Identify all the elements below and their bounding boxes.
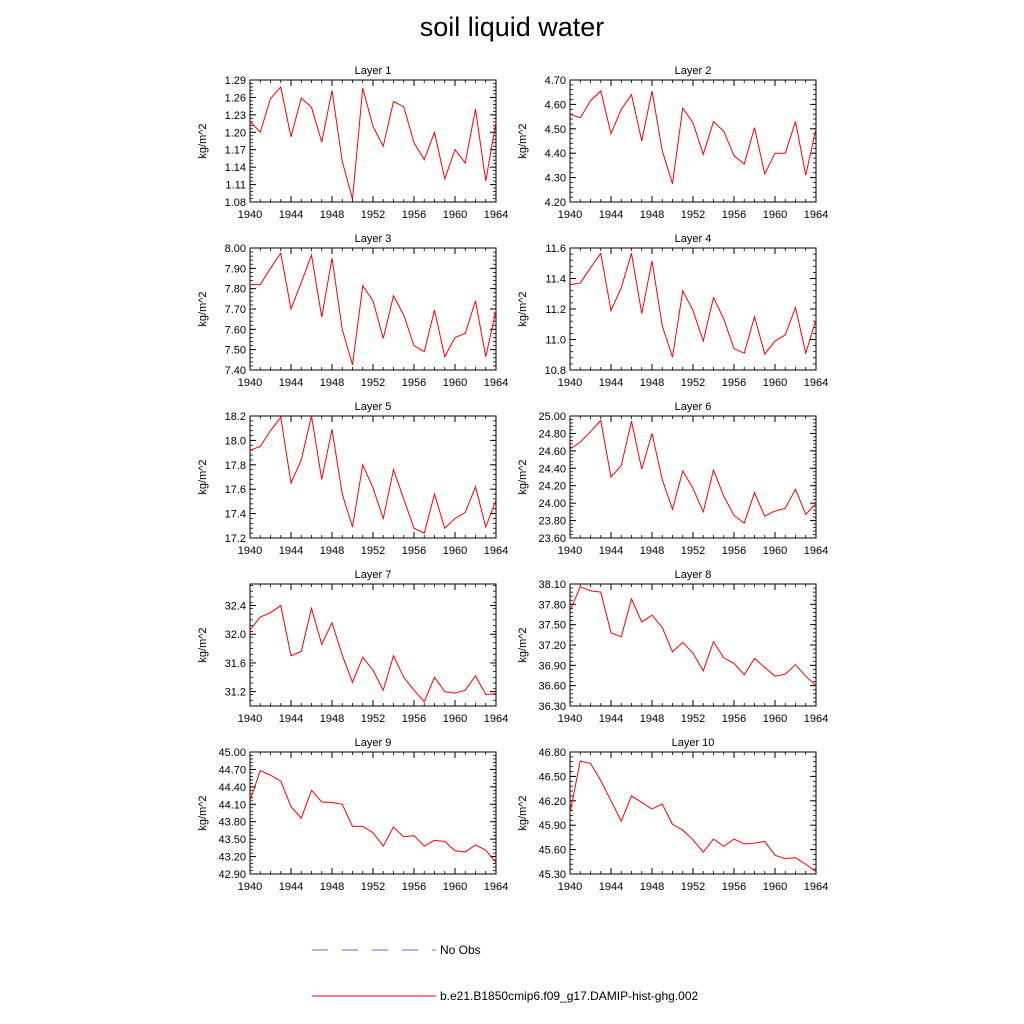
series-line — [570, 761, 816, 872]
y-tick-label: 1.23 — [224, 109, 246, 122]
x-tick-label: 1944 — [278, 881, 304, 893]
x-tick-label: 1960 — [442, 545, 468, 557]
y-tick-label: 4.70 — [544, 75, 566, 87]
x-tick-label: 1960 — [442, 713, 468, 725]
y-tick-label: 10.8 — [544, 365, 566, 377]
x-tick-label: 1944 — [278, 713, 304, 725]
plot-frame — [250, 752, 496, 874]
y-tick-label: 24.00 — [538, 498, 566, 511]
legend-label-model: b.e21.B1850cmip6.f09_g17.DAMIP-hist-ghg.002 — [440, 989, 699, 1003]
y-tick-label: 4.60 — [544, 99, 566, 112]
panel-title: Layer 10 — [671, 737, 715, 749]
x-tick-label: 1964 — [483, 545, 509, 557]
y-tick-label: 23.80 — [538, 515, 566, 528]
y-tick-label: 37.20 — [538, 640, 566, 652]
x-tick-label: 1948 — [639, 545, 665, 557]
x-tick-label: 1952 — [680, 545, 706, 557]
x-tick-label: 1964 — [483, 209, 509, 221]
y-tick-label: 17.2 — [224, 533, 246, 545]
series-line — [570, 420, 816, 523]
y-tick-label: 45.00 — [218, 747, 246, 759]
y-axis-label: kg/m^2 — [197, 795, 209, 831]
y-tick-label: 45.60 — [538, 844, 566, 857]
series-line — [250, 416, 496, 533]
y-tick-label: 23.60 — [538, 533, 566, 545]
panel-layer-10 — [517, 737, 828, 893]
x-tick-label: 1948 — [639, 209, 665, 221]
plot-frame — [250, 584, 496, 706]
y-tick-label: 44.70 — [218, 764, 246, 777]
x-tick-label: 1952 — [680, 209, 706, 221]
x-tick-label: 1956 — [721, 545, 747, 557]
x-tick-label: 1952 — [360, 209, 386, 221]
series-line — [250, 606, 496, 702]
x-tick-label: 1948 — [319, 545, 345, 557]
y-tick-label: 45.90 — [538, 820, 566, 833]
x-tick-label: 1940 — [237, 209, 263, 221]
y-axis-label: kg/m^2 — [517, 795, 529, 831]
x-tick-label: 1964 — [803, 377, 829, 389]
x-tick-label: 1956 — [401, 713, 427, 725]
panel-title: Layer 7 — [354, 569, 392, 581]
x-tick-label: 1940 — [237, 881, 263, 893]
x-tick-label: 1940 — [557, 209, 583, 221]
y-tick-label: 36.90 — [538, 660, 566, 673]
y-tick-label: 1.20 — [224, 127, 246, 140]
plot-frame — [570, 752, 816, 874]
y-axis-label: kg/m^2 — [517, 291, 529, 327]
x-tick-label: 1940 — [237, 545, 263, 557]
x-tick-label: 1960 — [762, 881, 788, 893]
x-tick-label: 1944 — [278, 377, 304, 389]
x-tick-label: 1948 — [639, 377, 665, 389]
plot-frame — [570, 248, 816, 370]
series-line — [250, 253, 496, 365]
panel-layer-8 — [517, 569, 828, 725]
x-tick-label: 1956 — [401, 209, 427, 221]
panel-title: Layer 2 — [674, 65, 712, 77]
plot-frame — [250, 80, 496, 202]
panel-title: Layer 8 — [674, 569, 712, 581]
y-axis-label: kg/m^2 — [197, 123, 209, 159]
x-tick-label: 1956 — [401, 377, 427, 389]
x-tick-label: 1956 — [721, 713, 747, 725]
x-tick-label: 1964 — [803, 209, 829, 221]
legend — [312, 943, 698, 1003]
y-tick-label: 7.70 — [224, 304, 246, 316]
y-tick-label: 32.0 — [224, 629, 246, 642]
y-tick-label: 7.60 — [224, 324, 246, 337]
y-tick-label: 17.4 — [224, 508, 246, 521]
y-tick-label: 46.50 — [538, 771, 566, 784]
x-tick-label: 1956 — [721, 377, 747, 389]
y-tick-label: 44.40 — [218, 781, 246, 794]
y-axis-label: kg/m^2 — [197, 459, 209, 495]
x-tick-label: 1960 — [762, 713, 788, 725]
plot-frame — [570, 584, 816, 706]
y-tick-label: 24.20 — [538, 480, 566, 493]
y-tick-label: 44.10 — [218, 799, 246, 812]
y-axis-label: kg/m^2 — [517, 627, 529, 663]
y-tick-label: 42.90 — [218, 869, 246, 881]
y-tick-label: 43.20 — [218, 851, 246, 864]
panel-layer-6 — [517, 401, 828, 557]
y-axis-label: kg/m^2 — [517, 459, 529, 495]
x-tick-label: 1960 — [442, 377, 468, 389]
plot-frame — [570, 416, 816, 538]
y-tick-label: 1.17 — [224, 144, 246, 157]
y-tick-label: 46.20 — [538, 795, 566, 808]
series-line — [570, 587, 816, 686]
panel-title: Layer 4 — [674, 233, 712, 245]
y-tick-label: 8.00 — [224, 243, 246, 255]
x-tick-label: 1940 — [557, 881, 583, 893]
x-tick-label: 1940 — [557, 713, 583, 725]
y-axis-label: kg/m^2 — [197, 291, 209, 327]
x-tick-label: 1960 — [762, 377, 788, 389]
x-tick-label: 1940 — [557, 545, 583, 557]
panel-title: Layer 6 — [674, 401, 712, 413]
y-tick-label: 25.00 — [538, 411, 566, 423]
y-tick-label: 4.50 — [544, 123, 566, 136]
y-tick-label: 24.80 — [538, 428, 566, 441]
y-tick-label: 11.0 — [545, 334, 566, 347]
x-tick-label: 1940 — [557, 377, 583, 389]
panel-layer-5 — [197, 401, 508, 557]
x-tick-label: 1948 — [319, 713, 345, 725]
y-tick-label: 4.30 — [544, 172, 566, 185]
series-line — [570, 253, 816, 357]
x-tick-label: 1940 — [237, 377, 263, 389]
y-tick-label: 1.26 — [224, 92, 246, 105]
x-tick-label: 1960 — [442, 881, 468, 893]
y-tick-label: 4.20 — [544, 197, 566, 209]
x-tick-label: 1964 — [803, 545, 829, 557]
panel-layer-7 — [197, 569, 508, 725]
series-line — [250, 87, 496, 199]
y-tick-label: 11.6 — [545, 243, 566, 255]
y-tick-label: 7.50 — [224, 344, 246, 357]
x-tick-label: 1944 — [278, 545, 304, 557]
plot-frame — [570, 80, 816, 202]
y-tick-label: 4.40 — [544, 148, 566, 161]
y-tick-label: 31.2 — [224, 686, 246, 699]
chart-title: soil liquid water — [419, 12, 605, 42]
x-tick-label: 1944 — [598, 545, 624, 557]
y-tick-label: 11.4 — [545, 273, 566, 286]
y-tick-label: 43.80 — [218, 816, 246, 829]
y-tick-label: 36.30 — [538, 701, 566, 713]
x-tick-label: 1964 — [483, 881, 509, 893]
y-tick-label: 46.80 — [538, 747, 566, 759]
legend-label-obs: No Obs — [440, 943, 481, 957]
panel-title: Layer 3 — [354, 233, 392, 245]
y-tick-label: 45.30 — [538, 869, 566, 881]
x-tick-label: 1952 — [360, 545, 386, 557]
x-tick-label: 1956 — [721, 881, 747, 893]
y-tick-label: 43.50 — [218, 834, 246, 847]
y-tick-label: 31.6 — [224, 657, 246, 670]
x-tick-label: 1948 — [319, 377, 345, 389]
y-axis-label: kg/m^2 — [517, 123, 529, 159]
y-tick-label: 17.6 — [224, 484, 246, 497]
x-tick-label: 1948 — [639, 881, 665, 893]
x-tick-label: 1952 — [360, 377, 386, 389]
y-tick-label: 7.40 — [224, 365, 246, 377]
x-tick-label: 1944 — [598, 377, 624, 389]
y-tick-label: 11.2 — [545, 304, 566, 316]
x-tick-label: 1952 — [360, 713, 386, 725]
panel-layer-4 — [517, 233, 828, 389]
x-tick-label: 1956 — [721, 209, 747, 221]
x-tick-label: 1944 — [598, 881, 624, 893]
x-tick-label: 1952 — [360, 881, 386, 893]
y-tick-label: 1.11 — [225, 179, 246, 192]
y-tick-label: 1.08 — [224, 197, 246, 209]
x-tick-label: 1960 — [442, 209, 468, 221]
x-tick-label: 1964 — [483, 713, 509, 725]
x-tick-label: 1952 — [680, 377, 706, 389]
panel-layer-1 — [197, 65, 508, 221]
panel-layer-2 — [517, 65, 828, 221]
panel-title: Layer 1 — [354, 65, 392, 77]
x-tick-label: 1964 — [483, 377, 509, 389]
series-line — [250, 771, 496, 863]
x-tick-label: 1952 — [680, 881, 706, 893]
y-tick-label: 18.0 — [224, 435, 246, 448]
x-tick-label: 1960 — [762, 209, 788, 221]
plot-frame — [250, 248, 496, 370]
y-tick-label: 24.60 — [538, 445, 566, 458]
y-tick-label: 38.10 — [538, 579, 566, 591]
x-tick-label: 1960 — [762, 545, 788, 557]
x-tick-label: 1952 — [680, 713, 706, 725]
x-tick-label: 1956 — [401, 881, 427, 893]
x-tick-label: 1944 — [278, 209, 304, 221]
y-axis-label: kg/m^2 — [197, 627, 209, 663]
x-tick-label: 1940 — [237, 713, 263, 725]
y-tick-label: 36.60 — [538, 680, 566, 693]
y-tick-label: 37.50 — [538, 619, 566, 632]
series-line — [570, 91, 816, 184]
y-tick-label: 17.8 — [224, 459, 246, 472]
x-tick-label: 1944 — [598, 209, 624, 221]
y-tick-label: 18.2 — [224, 411, 246, 423]
x-tick-label: 1948 — [319, 209, 345, 221]
panel-layer-3 — [197, 233, 508, 389]
panel-layer-9 — [197, 737, 508, 893]
x-tick-label: 1964 — [803, 881, 829, 893]
x-tick-label: 1956 — [401, 545, 427, 557]
y-tick-label: 1.29 — [224, 75, 246, 87]
y-tick-label: 37.80 — [538, 599, 566, 612]
y-tick-label: 32.4 — [224, 600, 246, 613]
y-tick-label: 7.80 — [224, 283, 246, 296]
y-tick-label: 1.14 — [224, 162, 246, 175]
plot-frame — [250, 416, 496, 538]
x-tick-label: 1964 — [803, 713, 829, 725]
x-tick-label: 1948 — [319, 881, 345, 893]
x-tick-label: 1944 — [598, 713, 624, 725]
panel-title: Layer 5 — [354, 401, 392, 413]
panel-title: Layer 9 — [354, 737, 392, 749]
x-tick-label: 1948 — [639, 713, 665, 725]
y-tick-label: 24.40 — [538, 463, 566, 476]
y-tick-label: 7.90 — [224, 263, 246, 276]
